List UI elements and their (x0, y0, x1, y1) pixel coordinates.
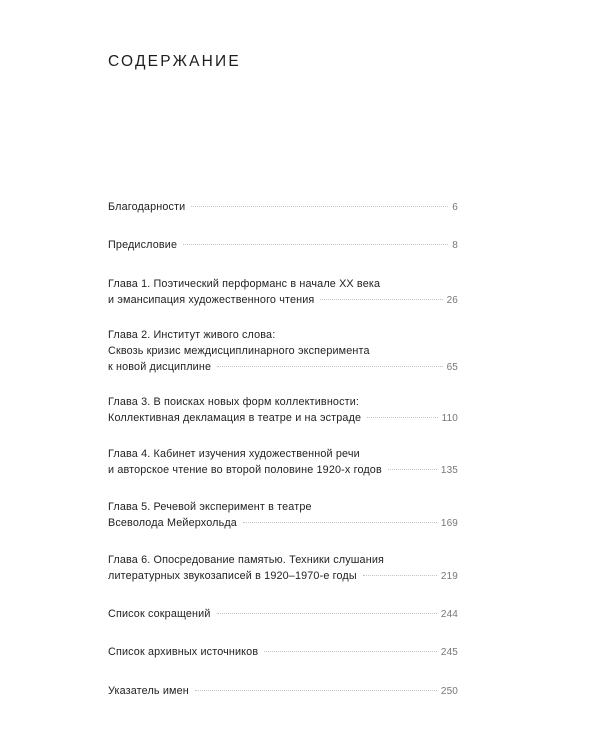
dot-leader (217, 613, 437, 614)
toc-entry-title-line: Сквозь кризис междисциплинарного эксперимента (108, 345, 370, 357)
dot-leader (388, 469, 437, 470)
toc-entry-chapter-1[interactable] (108, 276, 458, 309)
toc-page-number: 244 (440, 609, 458, 620)
toc-entry-title-line: к новой дисциплине (108, 361, 212, 373)
toc-entry-chapter-6[interactable] (108, 552, 458, 585)
toc-entry-chapter-5[interactable] (108, 499, 458, 532)
dot-leader (195, 690, 437, 691)
toc-entry-title-line: Глава 1. Поэтический перформанс в начале XX века (108, 278, 381, 290)
toc-entry-title: Список архивных источников (108, 646, 259, 658)
toc-page-number: 65 (446, 362, 458, 373)
toc-page-number: 6 (452, 202, 458, 213)
toc-entry-title: Список сокращений (108, 608, 211, 620)
dot-leader (264, 651, 437, 652)
dot-leader (363, 575, 437, 576)
toc-entry-title-line: Коллективная декламация в театре и на эстраде (108, 412, 362, 424)
toc-page-number: 8 (452, 240, 458, 251)
toc-page-number: 250 (440, 686, 458, 697)
toc-page-number: 219 (440, 571, 458, 582)
dot-leader (243, 522, 437, 523)
toc-entry-title-line: Глава 6. Опосредование памятью. Техники слушания (108, 554, 385, 566)
toc-entry-title-line: Глава 2. Институт живого слова: (108, 329, 276, 341)
toc-entry-acknowledgements[interactable] (108, 199, 458, 216)
dot-leader (320, 299, 442, 300)
toc-entry-title-line: Глава 4. Кабинет изучения художественной речи (108, 448, 360, 460)
dot-leader (217, 366, 442, 367)
toc-entry-title: Благодарности (108, 201, 186, 213)
toc-page-number: 26 (446, 295, 458, 306)
toc-entry-title: Предисловие (108, 239, 178, 251)
toc-entry-title-line: Всеволода Мейерхольда (108, 517, 237, 529)
toc-page-number: 169 (440, 518, 458, 529)
toc-entry-name-index[interactable] (108, 683, 458, 700)
toc-entry-title: Указатель имен (108, 685, 189, 697)
dot-leader (183, 244, 448, 245)
toc-entry-chapter-4[interactable] (108, 446, 458, 479)
toc-page-number: 245 (440, 647, 458, 658)
toc-entry-chapter-2[interactable] (108, 327, 458, 376)
toc-entry-chapter-3[interactable] (108, 394, 458, 427)
toc-entry-title-line: Глава 5. Речевой эксперимент в театре (108, 501, 312, 513)
toc-entry-title-line: литературных звукозаписей в 1920–1970-е годы (108, 570, 357, 582)
dot-leader (367, 417, 437, 418)
toc-entry-preface[interactable] (108, 237, 458, 254)
toc-entry-archival-sources[interactable] (108, 644, 458, 661)
toc-page-number: 110 (441, 413, 458, 424)
toc-entry-title-line: Глава 3. В поисках новых форм коллективности: (108, 396, 360, 408)
toc-page-number: 135 (440, 465, 458, 476)
toc-entry-abbreviations[interactable] (108, 606, 458, 623)
dot-leader (191, 206, 448, 207)
toc-heading: СОДЕРЖАНИЕ (108, 53, 241, 71)
toc-entry-title-line: и авторское чтение во второй половине 1920-х годов (108, 464, 382, 476)
toc-entry-title-line: и эмансипация художественного чтения (108, 294, 315, 306)
